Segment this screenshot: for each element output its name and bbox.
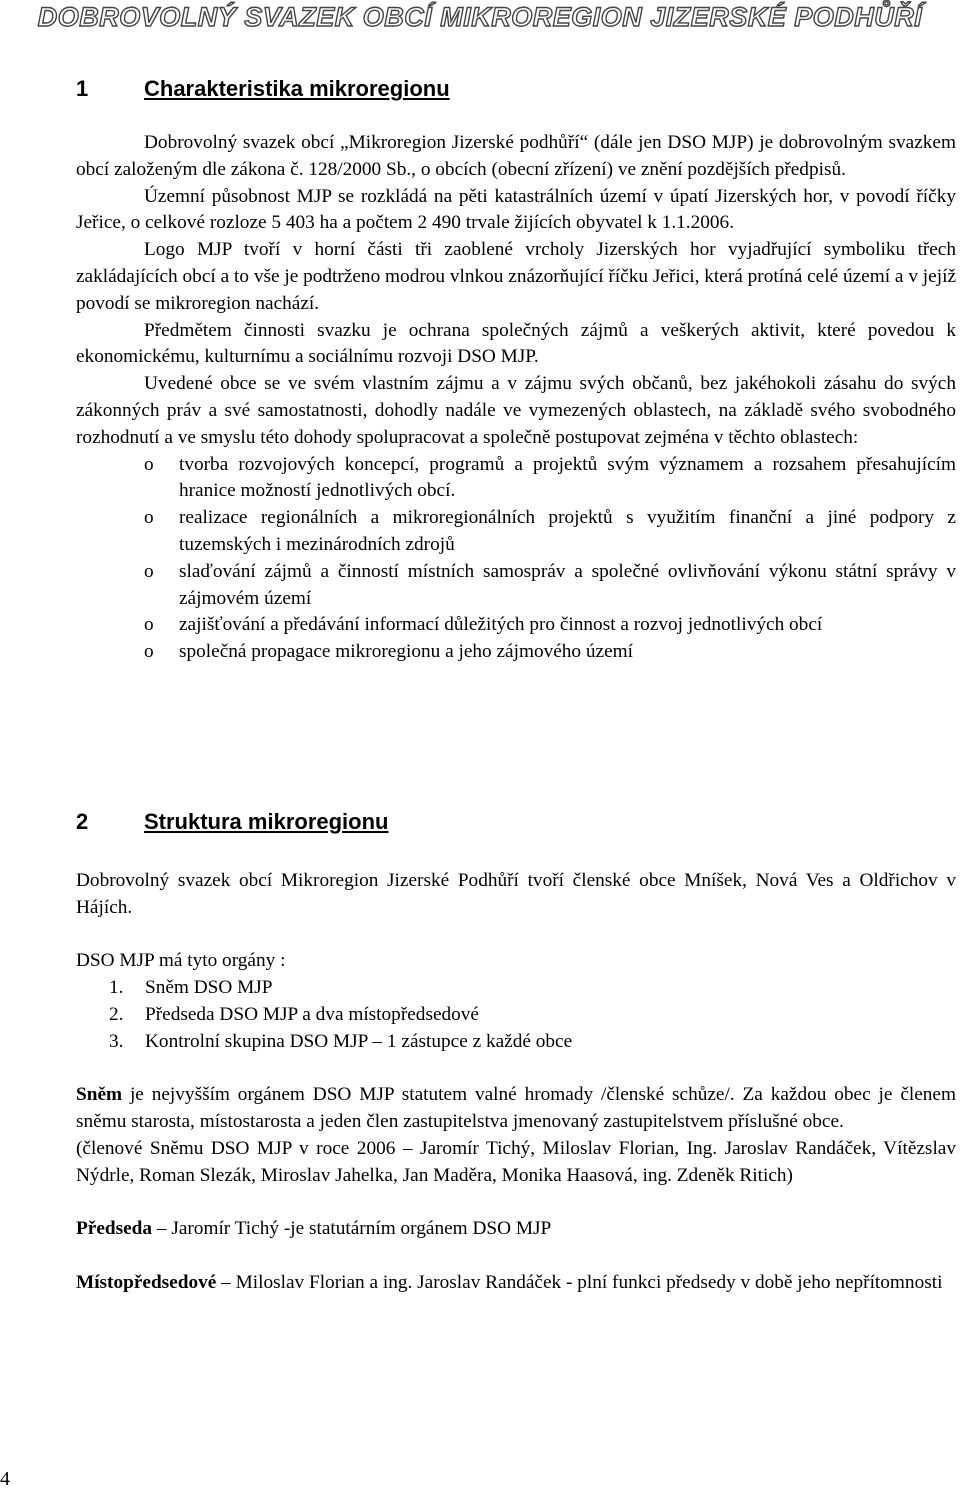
organ-text: Sněm DSO MJP bbox=[145, 977, 273, 999]
mistopredsedove-term: Místopředsedové bbox=[76, 1271, 217, 1293]
bullet-marker: o bbox=[144, 614, 154, 636]
predseda-text: – Jaromír Tichý -je statutárním orgánem DSO MJP bbox=[152, 1218, 552, 1240]
section-2-heading bbox=[76, 809, 388, 835]
organ-number: 1. bbox=[109, 977, 124, 999]
organ-item bbox=[76, 1029, 956, 1056]
paragraph-activity: Předmětem činnosti svazku je ochrana společných zájmů a veškerých aktivit, které povedou k ekonomickému, kulturnímu a sociálnímu rozvoji DSO MJP. bbox=[76, 319, 956, 368]
paragraph-cooperation: Uvedené obce se ve svém vlastním zájmu a v zájmu svých občanů, bez jakéhokoli zásahu do svých zákonných práv a své samostatnosti, dohodly nadále ve vymezených oblastech, na základě svého svobodného rozhodnutí a ve smyslu této dohody spolupracovat a společně postupovat zejména v těchto oblastech: bbox=[76, 373, 956, 448]
list-item bbox=[76, 612, 956, 639]
list-item bbox=[76, 505, 956, 559]
paragraph-intro: Dobrovolný svazek obcí „Mikroregion Jizerské podhůří“ (dále jen DSO MJP) je dobrovolným svazkem obcí založeným dle zákona č. 128/2000 Sb., o obcích (obecní zřízení) ve znění pozdějších předpisů. bbox=[76, 132, 956, 180]
section-2-body bbox=[76, 868, 956, 1297]
paragraph-mistopredsedove bbox=[76, 1270, 956, 1297]
section-1-heading bbox=[76, 76, 450, 102]
list-item-text: společná propagace mikroregionu a jeho zájmového území bbox=[179, 641, 634, 663]
list-item-text: slaďování zájmů a činností místních samospráv a společné ovlivňování výkonu státní správy v zájmovém území bbox=[179, 560, 956, 609]
organ-text: Předseda DSO MJP a dva místopředsedové bbox=[145, 1003, 479, 1025]
organ-item bbox=[76, 1002, 956, 1029]
predseda-term: Předseda bbox=[76, 1218, 153, 1240]
list-item-text: tvorba rozvojových koncepcí, programů a projektů svým významem a rozsahem přesahujícím hranice možností jednotlivých obcí. bbox=[179, 453, 956, 502]
section-1-number: 1 bbox=[76, 76, 89, 101]
paragraph-snem-members: (členové Sněmu DSO MJP v roce 2006 – Jaromír Tichý, Miloslav Florian, Ing. Jaroslav Randáček, Vítězslav Nýdrle, Roman Slezák, Miroslav Jahelka, Jan Maděra, Monika Haasová, ing. Zdeněk Ritich) bbox=[76, 1137, 956, 1186]
paragraph-logo: Logo MJP tvoří v horní části tři zaoblené vrcholy Jizerských hor vyjadřující symboliku třech zakládajících obcí a to vše je podtrženo modrou vlnkou znázorňující říčku Jeřici, která protíná celé území a v jejíž povodí se mikroregion nachází. bbox=[76, 239, 956, 314]
section-1-body bbox=[76, 130, 956, 666]
snem-term: Sněm bbox=[76, 1084, 123, 1106]
organ-item bbox=[76, 975, 956, 1002]
organ-number: 3. bbox=[109, 1030, 124, 1052]
organs-intro: DSO MJP má tyto orgány : bbox=[76, 950, 286, 972]
organ-text: Kontrolní skupina DSO MJP – 1 zástupce z každé obce bbox=[145, 1030, 573, 1052]
list-item-text: realizace regionálních a mikroregionálních projektů s využitím finanční a jiné podpory z tuzemských i mezinárodních zdrojů bbox=[179, 507, 956, 555]
paragraph-territory: Územní působnost MJP se rozkládá na pěti katastrálních území v úpatí Jizerských hor, v povodí říčky Jeřice, o celkové rozloze 5 403 ha a počtem 2 490 trvale žijících obyvatel k 1.1.2006. bbox=[76, 185, 956, 234]
paragraph-snem bbox=[76, 1082, 956, 1136]
header-banner: DOBROVOLNÝ SVAZEK OBCÍ MIKROREGION JIZERSKÉ PODHŮŘÍ bbox=[37, 2, 923, 32]
paragraph-members-municipalities: Dobrovolný svazek obcí Mikroregion Jizerské Podhůří tvoří členské obce Mníšek, Nová Ves a Oldřichov v Hájích. bbox=[76, 870, 956, 918]
bullet-marker: o bbox=[144, 560, 154, 582]
mistopredsedove-text: – Miloslav Florian a ing. Jaroslav Randáček - plní funkci předsedy v době jeho nepřítomnosti bbox=[216, 1271, 943, 1293]
organs-list bbox=[76, 975, 956, 1055]
list-item bbox=[76, 452, 956, 506]
page-number: 4 bbox=[0, 1468, 10, 1490]
bullet-list bbox=[76, 452, 956, 666]
bullet-marker: o bbox=[144, 453, 154, 475]
list-item bbox=[76, 559, 956, 613]
section-1-title: Charakteristika mikroregionu bbox=[144, 76, 450, 101]
list-item bbox=[76, 639, 956, 666]
paragraph-predseda bbox=[76, 1216, 956, 1243]
list-item-text: zajišťování a předávání informací důležitých pro činnost a rozvoj jednotlivých obcí bbox=[179, 614, 823, 636]
bullet-marker: o bbox=[144, 507, 154, 529]
bullet-marker: o bbox=[144, 641, 154, 663]
organ-number: 2. bbox=[109, 1003, 124, 1025]
snem-text: je nejvyšším orgánem DSO MJP statutem valné hromady /členské schůze/. Za každou obec je členem sněmu starosta, místostarosta a jeden člen zastupitelstva jmenovaný zastupitelstvem příslušné obce. bbox=[76, 1084, 956, 1133]
section-2-number: 2 bbox=[76, 809, 89, 834]
section-2-title: Struktura mikroregionu bbox=[144, 809, 389, 834]
